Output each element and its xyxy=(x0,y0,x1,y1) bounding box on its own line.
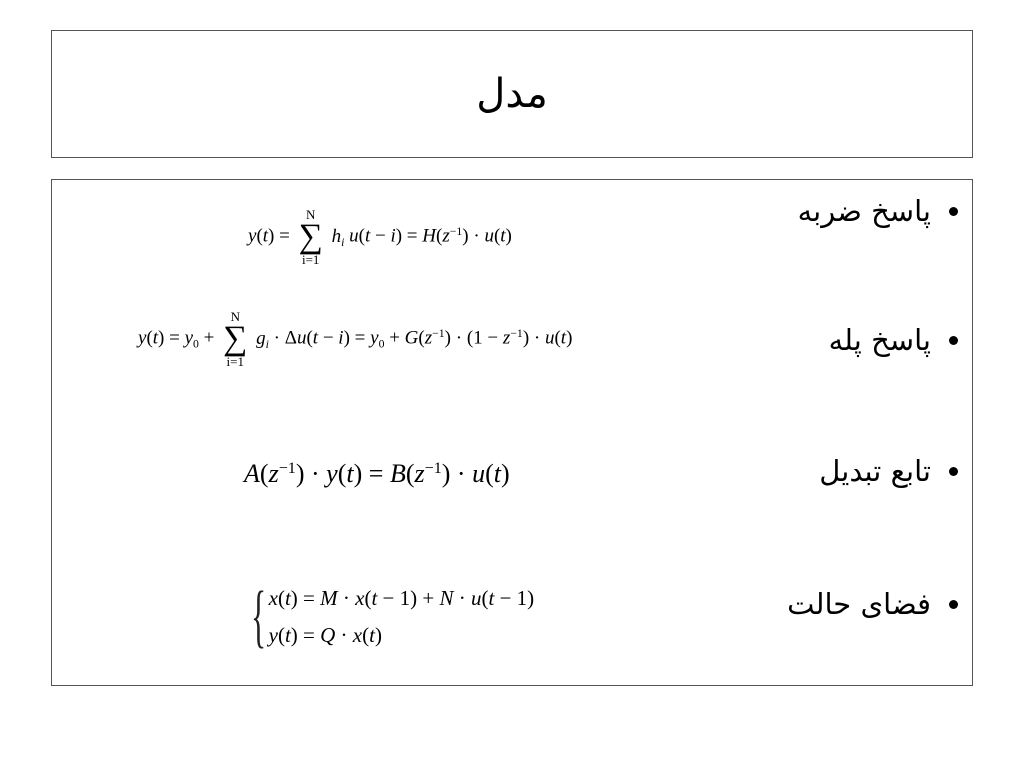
summation-operator: N ∑ i=1 xyxy=(223,309,248,370)
slide-title: مدل xyxy=(476,71,548,117)
state-equation: x(t) = M · x(t − 1) + N · u(t − 1) xyxy=(268,586,535,610)
bullet-dot-icon xyxy=(949,207,958,216)
bullet-label: فضای حالت xyxy=(787,587,931,621)
summation-operator: N ∑ i=1 xyxy=(298,207,323,268)
sum-lower-limit: i=1 xyxy=(226,354,244,370)
bullet-impulse-response xyxy=(798,194,958,228)
bullet-dot-icon xyxy=(949,467,958,476)
transfer-function-equation: $A(z^{-1}) \cdot y(t) = B(z^{-1}) \cdot u(t)$ xyxy=(244,459,510,488)
bullet-label: تابع تبدیل xyxy=(819,454,931,488)
bullet-step-response xyxy=(829,323,958,357)
sum-lower-limit: i=1 xyxy=(301,252,320,268)
impulse-response-equation: y(t) = N ∑ i=1 $h_i$ $u(t - i) = H(z^{-1}) \cdot u(t)$ xyxy=(248,207,512,268)
left-brace-icon: { xyxy=(251,578,267,655)
step-response-equation: $y(t) = y_0$ + N ∑ i=1 $g_i \cdot \Delta u(t - i) = y_0 + G(z^{-1}) \cdot (1 - z^{-1}) \cdot u(t)$ xyxy=(138,309,573,370)
bullet-transfer-function xyxy=(819,454,958,488)
sum-upper-limit: N xyxy=(306,207,316,222)
bullet-label: پاسخ پله xyxy=(828,323,931,357)
sum-upper-limit: N xyxy=(230,309,240,324)
slide-content-box xyxy=(51,179,973,686)
bullet-dot-icon xyxy=(949,600,958,609)
state-space-system xyxy=(251,578,535,655)
slide-title-box xyxy=(51,30,973,158)
bullet-dot-icon xyxy=(949,336,958,345)
bullet-label: پاسخ ضربه xyxy=(797,194,931,228)
output-equation: y(t) = Q · x(t) xyxy=(268,623,382,647)
bullet-state-space xyxy=(787,587,958,621)
